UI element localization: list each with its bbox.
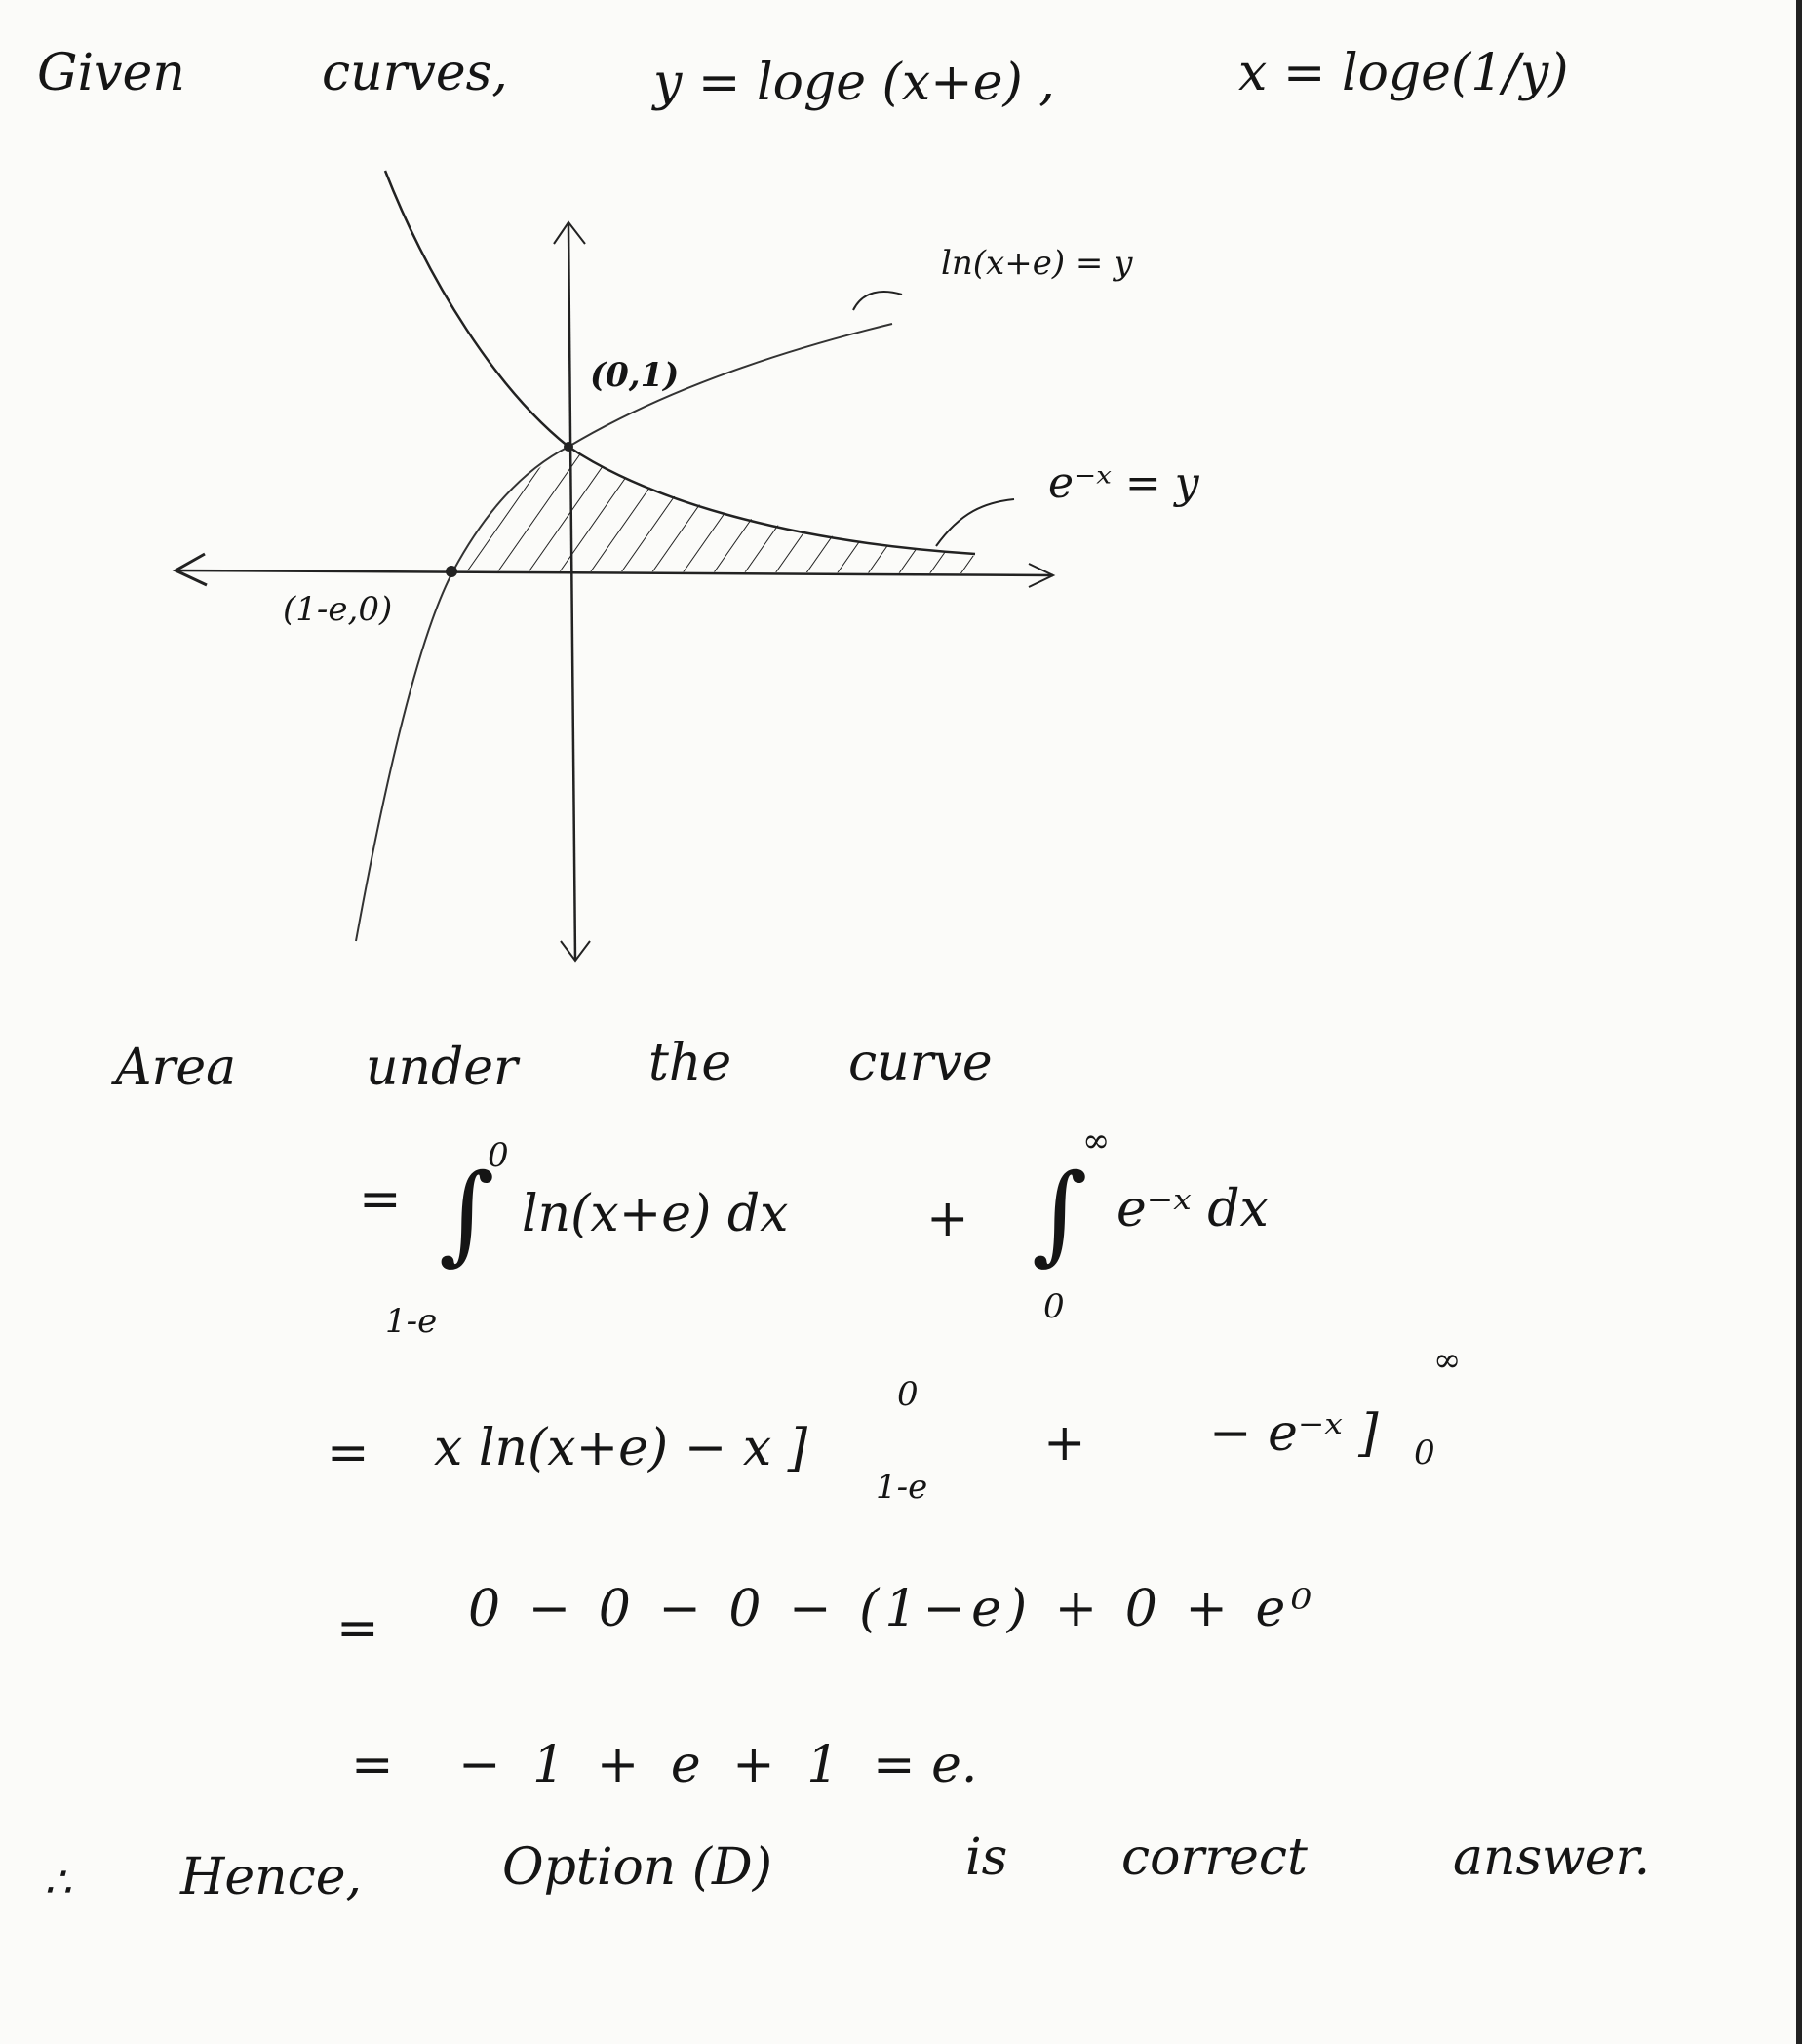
plus-sign-2: + (1043, 1414, 1086, 1473)
step3-expression: 0 − 0 − 0 − (1−e) + 0 + e⁰ (468, 1580, 1318, 1638)
under-word: under (366, 1039, 518, 1097)
equals-sign-4: = (351, 1736, 394, 1794)
exp-label-pointer (936, 499, 1014, 546)
option-word: Option (D) (502, 1838, 773, 1897)
root-label: (1-e,0) (283, 590, 393, 629)
exp-curve-label: e⁻ˣ = y (1048, 458, 1199, 508)
plus-sign-1: + (926, 1190, 969, 1248)
step4-expression: − 1 + e + 1 (458, 1736, 847, 1794)
equation-ln: y = loge (x+e) , (653, 54, 1055, 112)
integral1-upper: 0 (488, 1136, 509, 1175)
hence-word: Hence, (180, 1848, 363, 1906)
equation-log-reciprocal: x = loge(1/y) (1238, 44, 1569, 102)
ln-curve-label: ln(x+e) = y (941, 244, 1133, 283)
page-edge (1796, 0, 1802, 2044)
intersection-point (564, 442, 573, 452)
integral1-lower: 1-e (385, 1302, 438, 1341)
therefore-symbol: ∴ (44, 1858, 71, 1907)
equals-sign-1: = (359, 1170, 402, 1229)
intersection-label: (0,1) (590, 356, 680, 395)
eval-right-upper: ∞ (1433, 1341, 1462, 1380)
eval-left-upper: 0 (897, 1375, 919, 1414)
curves-word: curves, (322, 44, 508, 102)
ln-curve (356, 324, 892, 941)
integral1-body: ln(x+e) dx (522, 1185, 789, 1243)
correct-word: correct (1121, 1828, 1308, 1887)
eval-right: − e⁻ˣ ] (1209, 1404, 1379, 1463)
given-word: Given (37, 44, 185, 102)
is-word: is (965, 1828, 1008, 1887)
integral2-lower: 0 (1043, 1287, 1065, 1326)
equals-sign-3: = (336, 1599, 379, 1658)
eval-left-lower: 1-e (876, 1468, 928, 1507)
exp-decay-curve (385, 171, 975, 554)
integral2-upper: ∞ (1082, 1121, 1111, 1160)
curve-word: curve (848, 1034, 993, 1092)
root-point (446, 566, 457, 577)
the-word: the (648, 1034, 732, 1092)
ln-label-pointer (853, 292, 902, 310)
integral2-body: e⁻ˣ dx (1116, 1180, 1269, 1238)
step4-result: = e. (873, 1736, 978, 1794)
eval-right-lower: 0 (1414, 1434, 1435, 1473)
integral-sign-2: ∫ (1032, 1151, 1088, 1276)
integral-sign-1: ∫ (439, 1151, 495, 1276)
answer-word: answer. (1453, 1828, 1651, 1887)
y-axis (568, 224, 575, 961)
eval-left: x ln(x+e) − x ] (434, 1419, 807, 1477)
equals-sign-2: = (327, 1424, 370, 1482)
area-word: Area (115, 1039, 237, 1097)
